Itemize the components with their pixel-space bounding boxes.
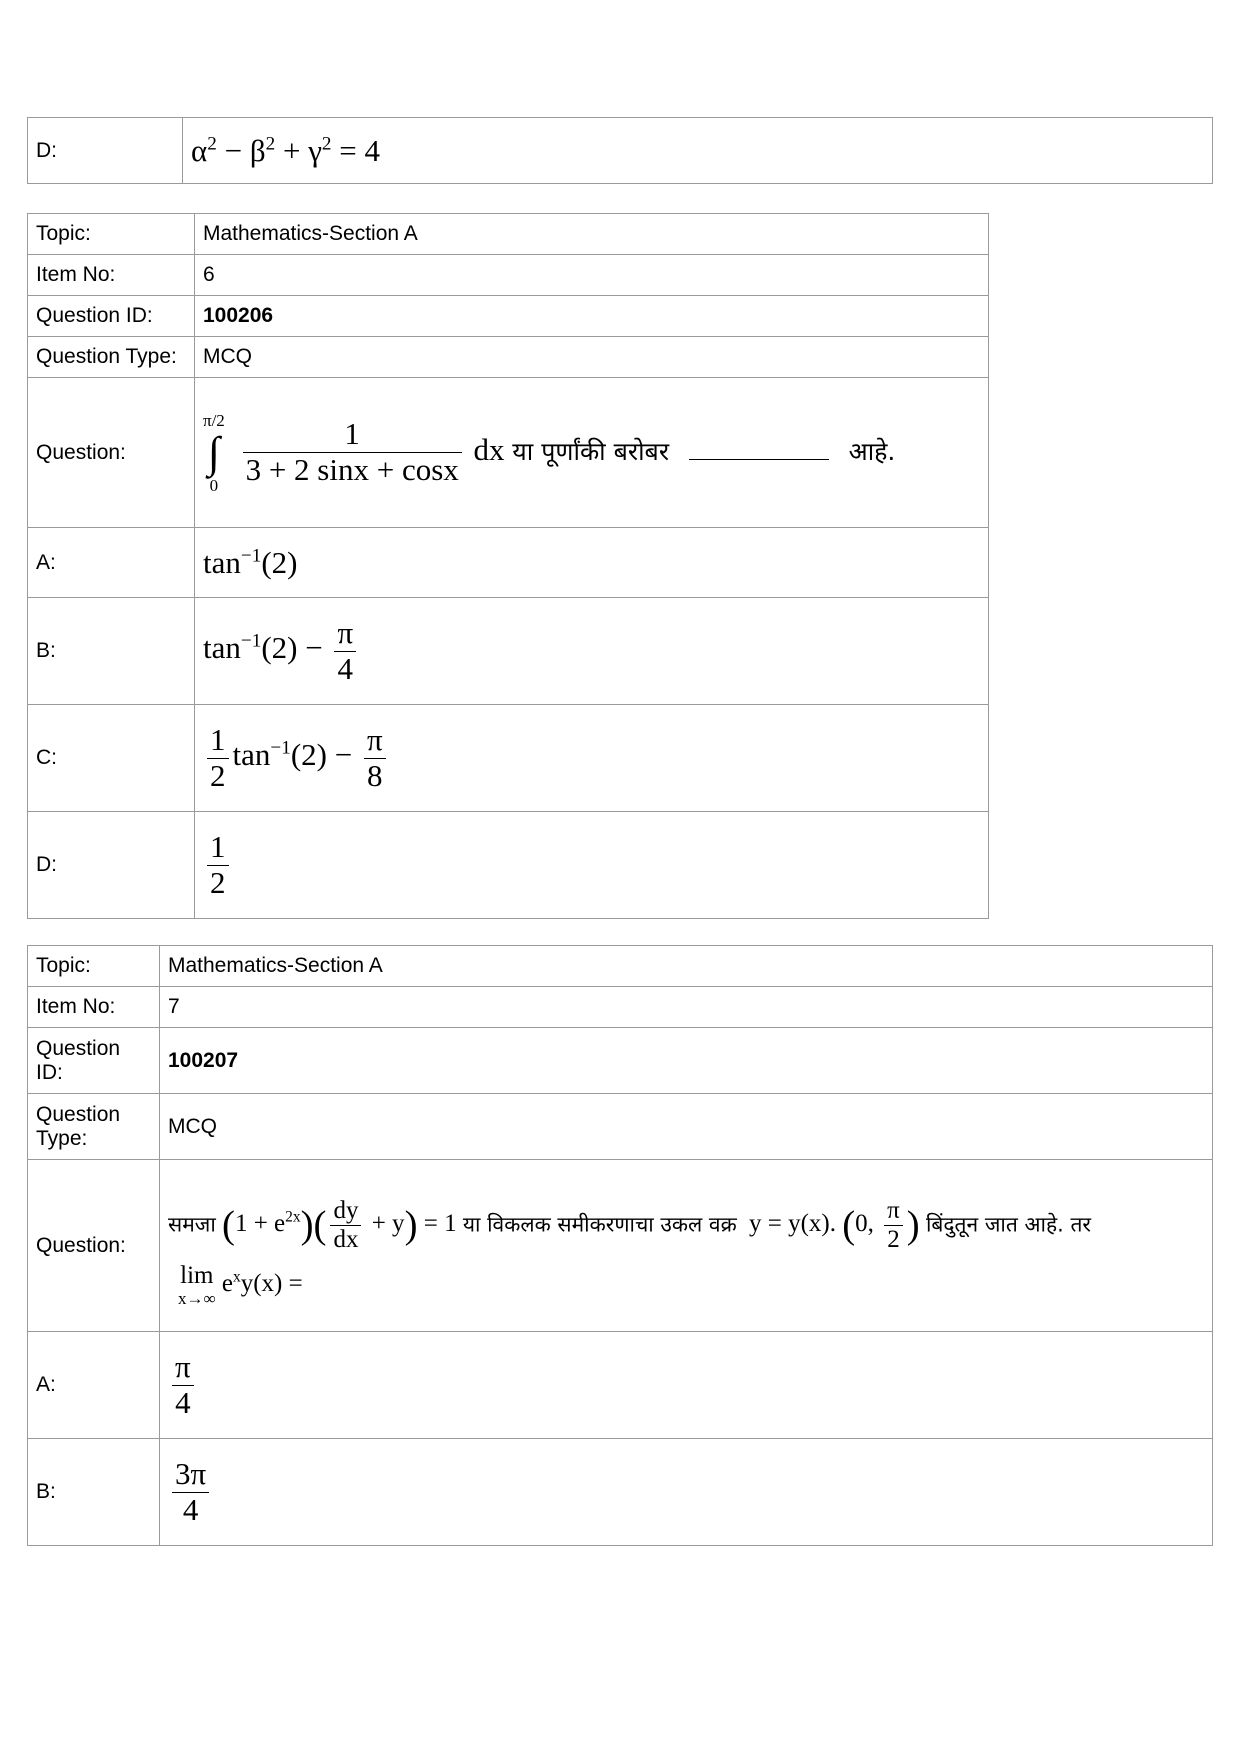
- option-a-math: $\tan^{-1}(2)$: [203, 544, 298, 580]
- option-b-value: [195, 598, 989, 705]
- option-a-value: [195, 528, 989, 598]
- question-type-label: Question Type:: [28, 337, 195, 378]
- option-d-value: [195, 812, 989, 919]
- question-label: Question:: [28, 378, 195, 528]
- topic-value: Mathematics-Section A: [195, 214, 989, 255]
- option-a-value: [160, 1332, 1213, 1439]
- question-prefix-mr: समजा: [168, 1211, 216, 1236]
- option-d-row: [28, 118, 1213, 184]
- item-7-table: [27, 945, 1213, 1546]
- topic-row: [28, 946, 1213, 987]
- question-id-label: Question ID:: [28, 296, 195, 337]
- question-text-mr: या पूर्णांकी बरोबर: [512, 436, 670, 466]
- option-d-math: $\frac{1}{2}$: [203, 844, 233, 879]
- question-type-label: Question Type:: [28, 1094, 160, 1160]
- question-id-value: 100207: [160, 1028, 1213, 1094]
- curve-expression: y = y(x).: [749, 1209, 836, 1237]
- question-content: [195, 378, 989, 528]
- question-text-end: आहे.: [848, 436, 896, 466]
- option-a-label: A:: [28, 528, 195, 598]
- option-d-value: [183, 118, 1213, 184]
- option-d-label: D:: [28, 812, 195, 919]
- option-d-math: $\alpha^2 - \beta^2 + \gamma^2 = 4$: [191, 132, 381, 168]
- question-line-1: [168, 1184, 1204, 1256]
- option-c-value: [195, 705, 989, 812]
- question-label: Question:: [28, 1160, 160, 1332]
- item-no-label: Item No:: [28, 255, 195, 296]
- question-type-value: MCQ: [195, 337, 989, 378]
- question-row: [28, 1160, 1213, 1332]
- integrand-denominator: 3 + 2 sinx + cosx: [245, 452, 459, 487]
- integrand-fraction: [243, 417, 462, 487]
- question-id-value: 100206: [195, 296, 989, 337]
- option-c-math: $\frac{1}{2}$ $\tan^{-1}(2)$ − $\frac{\pi}{8}$: [203, 737, 390, 772]
- question-type-value: MCQ: [160, 1094, 1213, 1160]
- option-a-row: [28, 528, 989, 598]
- question-suffix-mr: बिंदुतून जात आहे. तर: [925, 1211, 1092, 1236]
- equation-math: $(1 + e^{2x})$( $\frac{dy}{dx}$ + y) = 1: [222, 1196, 463, 1253]
- question-row: [28, 378, 989, 528]
- question-math: [203, 410, 896, 495]
- option-a-math: $\frac{\pi}{4}$: [168, 1364, 198, 1399]
- item-no-label: Item No:: [28, 987, 160, 1028]
- option-b-math: $\tan^{-1}(2)$ − $\frac{\pi}{4}$: [203, 630, 360, 665]
- topic-value: Mathematics-Section A: [160, 946, 1213, 987]
- item-no-row: [28, 987, 1213, 1028]
- item-no-value: 7: [160, 987, 1213, 1028]
- limit-expression: lim x→∞ $e^xy(x)$ =: [178, 1262, 303, 1308]
- integral-lower-limit: 0: [209, 475, 219, 495]
- option-c-row: [28, 705, 989, 812]
- question-type-row: [28, 337, 989, 378]
- option-b-label: B:: [28, 1439, 160, 1546]
- topic-label: Topic:: [28, 946, 160, 987]
- integrand-numerator: 1: [243, 417, 462, 453]
- integral-upper-limit: π/2: [203, 410, 225, 430]
- answer-blank: [689, 459, 829, 460]
- item-6-table: [27, 213, 989, 919]
- dx-text: dx: [473, 431, 505, 467]
- option-a-label: A:: [28, 1332, 160, 1439]
- option-d-row: [28, 812, 989, 919]
- option-b-row: [28, 598, 989, 705]
- topic-row: [28, 214, 989, 255]
- integral-sign: π/2 ∫ 0: [203, 410, 225, 495]
- option-a-row: [28, 1332, 1213, 1439]
- option-b-row: [28, 1439, 1213, 1546]
- topic-label: Topic:: [28, 214, 195, 255]
- item-no-row: [28, 255, 989, 296]
- option-b-value: [160, 1439, 1213, 1546]
- option-d-label: D:: [28, 118, 183, 184]
- question-content: [160, 1160, 1213, 1332]
- previous-item-table: [27, 117, 1213, 184]
- option-b-label: B:: [28, 598, 195, 705]
- option-b-math: $\frac{3\pi}{4}$: [168, 1471, 213, 1506]
- question-middle-mr: या विकलक समीकरणाचा उकल वक्र: [462, 1211, 737, 1236]
- item-no-value: 6: [195, 255, 989, 296]
- question-id-label: Question ID:: [28, 1028, 160, 1094]
- question-id-row: [28, 296, 989, 337]
- question-id-row: [28, 1028, 1213, 1094]
- question-type-row: [28, 1094, 1213, 1160]
- point-math: (0, $\frac{\pi}{2}$ ): [842, 1196, 920, 1253]
- option-c-label: C:: [28, 705, 195, 812]
